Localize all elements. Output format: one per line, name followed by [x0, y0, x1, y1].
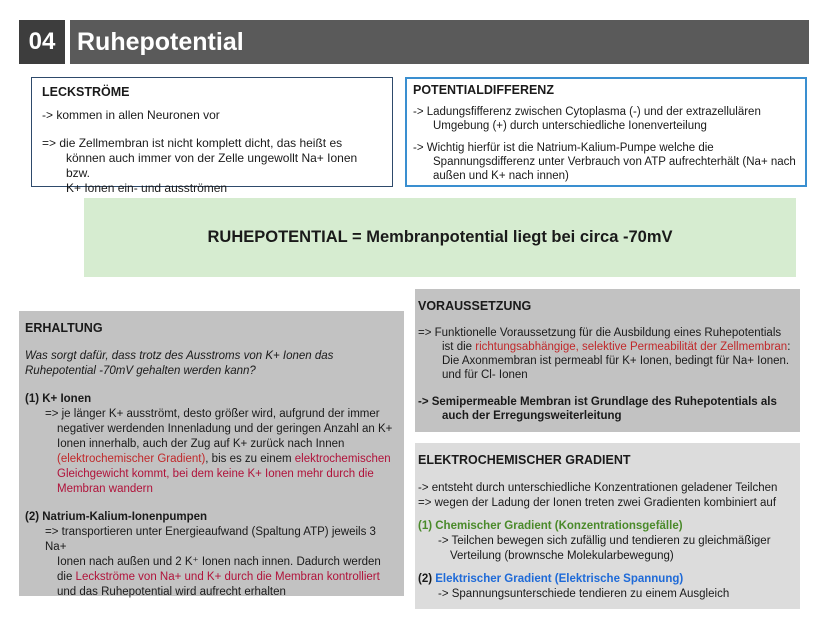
erhaltung-point-title: (2) Natrium-Kalium-Ionenpumpen [25, 511, 208, 523]
voraussetzung-line: auch der Erregungsweiterleitung [442, 410, 622, 422]
ruhepotential-banner: RUHEPOTENTIAL = Membranpotential liegt bei circa -70mV [84, 198, 796, 277]
leckstroeme-heading: LECKSTRÖME [42, 85, 130, 99]
leckstroeme-line: => die Zellmembran ist nicht komplett dicht, das heißt es [42, 136, 343, 150]
voraussetzung-line [418, 340, 796, 354]
potentialdifferenz-box [405, 77, 807, 187]
erhaltung-line: => transportieren unter Energieaufwand (Spaltung ATP) jeweils 3 Na+ [45, 526, 376, 553]
erhaltung-line: => je länger K+ ausströmt, desto größer wird, aufgrund der immer [45, 408, 380, 420]
gradient-line: => wegen der Ladung der Ionen treten zwei Gradienten kombiniert auf [418, 497, 777, 509]
text-fragment: ist die [442, 341, 476, 353]
potentialdifferenz-heading: POTENTIALDIFFERENZ [413, 83, 554, 97]
page-title: Ruhepotential [77, 28, 244, 56]
gradient-box [415, 443, 800, 609]
gradient-line: -> Teilchen bewegen sich zufällig und tendieren zu gleichmäßiger [438, 535, 771, 547]
potentialdifferenz-line: Spannungsdifferenz unter Verbrauch von ATP aufrechterhält (Na+ nach [433, 156, 796, 168]
text-fragment: die [57, 571, 76, 583]
leckstroeme-line: K+ Ionen ein- und ausströmen [66, 181, 228, 195]
voraussetzung-heading: VORAUSSETZUNG [418, 299, 532, 313]
leckstroeme-box [31, 77, 393, 195]
potentialdifferenz-line: außen und K+ nach innen) [433, 170, 569, 182]
highlight-elektrisch: Elektrischer Gradient (Elektrische Spannung) [435, 573, 684, 585]
erhaltung-line: Gleichgewicht kommt, bei dem keine K+ Ionen mehr durch die [57, 468, 374, 480]
potentialdifferenz-line: -> Ladungsfifferenz zwischen Cytoplasma (-) und der extrazellulären [413, 106, 761, 118]
gradient-line: -> entsteht durch unterschiedliche Konzentrationen geladener Teilchen [418, 482, 778, 494]
gradient-heading: ELEKTROCHEMISCHER GRADIENT [418, 453, 631, 467]
erhaltung-point-title: (1) K+ Ionen [25, 393, 92, 405]
erhaltung-line: Ionen innerhalb, auch der Zug auf K+ zurück nach Innen [57, 438, 345, 450]
voraussetzung-line: -> Semipermeable Membran ist Grundlage des Ruhepotentials als [418, 396, 777, 408]
text-fragment: : [787, 341, 791, 353]
voraussetzung-line: und für Cl- Ionen [442, 369, 528, 381]
leckstroeme-line: -> kommen in allen Neuronen vor [42, 108, 220, 122]
gradient-line: -> Spannungsunterschiede tendieren zu einem Ausgleich [438, 588, 730, 600]
erhaltung-line: Ionen nach außen und 2 K⁺ Ionen nach innen. Dadurch werden [57, 556, 381, 568]
erhaltung-heading: ERHALTUNG [25, 321, 103, 335]
erhaltung-line [25, 452, 400, 467]
header-separator [65, 20, 70, 64]
erhaltung-line: und das Ruhepotential wird aufrecht erhalten [57, 586, 286, 598]
erhaltung-question: Was sorgt dafür, dass trotz des Ausstroms von K+ Ionen das [25, 350, 334, 362]
highlight-permeabilitaet: richtungsabhängige, selektive Permeabilität der Zellmembran [475, 341, 788, 353]
highlight-gleichgewicht: elektrochemischen [294, 453, 391, 465]
text-fragment: , bis es zu einem [205, 453, 295, 465]
gradient-line: Verteilung (brownsche Molekularbewegung) [450, 550, 674, 562]
erhaltung-line [25, 570, 400, 585]
elektrischer-gradient-title [418, 572, 796, 587]
text-fragment: (2) [418, 573, 436, 585]
erhaltung-box [19, 311, 404, 596]
section-number: 04 [19, 20, 65, 64]
erhaltung-line: negativer werdenden Innenladung und der geringen Anzahl an K+ [57, 423, 393, 435]
highlight-gradient: (elektrochemischer Gradient) [57, 453, 206, 465]
leckstroeme-line: können auch immer von der Zelle ungewollt Na+ Ionen bzw. [66, 151, 358, 180]
potentialdifferenz-line: -> Wichtig hierfür ist die Natrium-Kalium-Pumpe welche die [413, 142, 714, 154]
highlight-leckstroeme: Leckströme von Na+ und K+ durch die Membran kontrolliert [75, 571, 380, 583]
potentialdifferenz-line: Umgebung (+) durch unterschiedliche Ionenverteilung [433, 120, 707, 132]
voraussetzung-box [415, 289, 800, 432]
erhaltung-line: Membran wandern [57, 483, 153, 495]
voraussetzung-line: Die Axonmembran ist permeabl für K+ Ionen, bedingt für Na+ Ionen. [442, 355, 790, 367]
chemischer-gradient-title: (1) Chemischer Gradient (Konzentrationsgefälle) [418, 520, 683, 532]
erhaltung-question: Ruhepotential -70mV gehalten werden kann? [25, 365, 256, 377]
voraussetzung-line: => Funktionelle Voraussetzung für die Ausbildung eines Ruhepotentials [418, 327, 782, 339]
